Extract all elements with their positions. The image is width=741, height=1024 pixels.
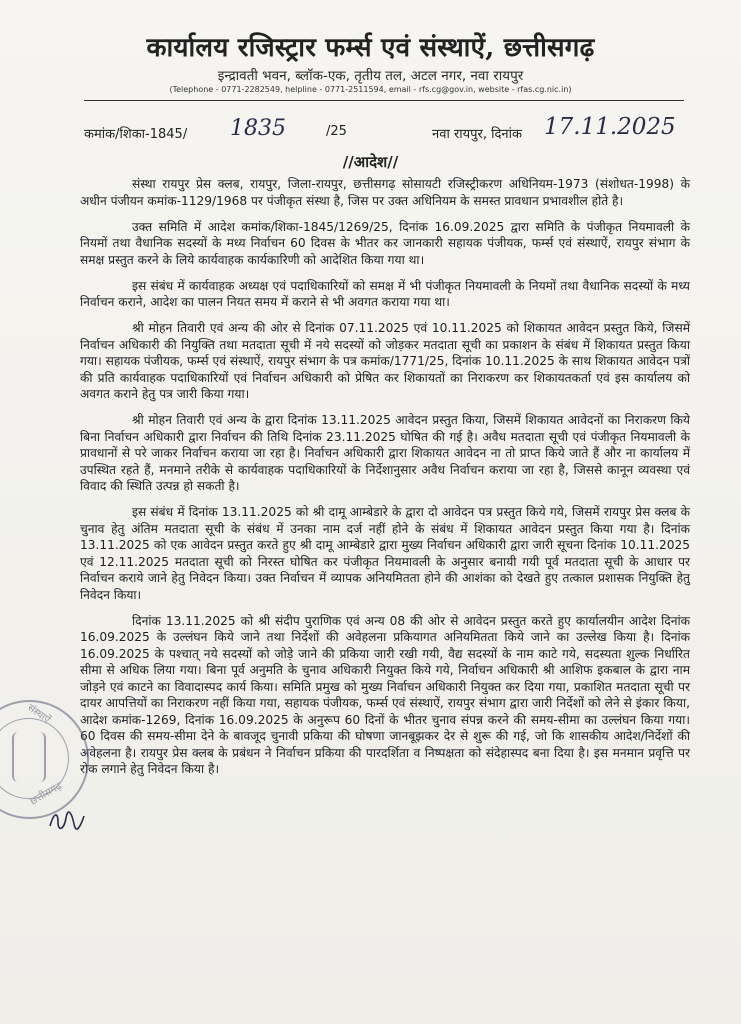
reference-row	[84, 114, 694, 148]
emblem-icon	[12, 732, 46, 782]
reference-year: /25	[326, 124, 347, 139]
place-date-label: नवा रायपुर, दिनांक	[432, 127, 522, 142]
header-divider	[84, 100, 684, 101]
reference-number-handwritten: 1835	[230, 116, 286, 141]
paragraph: श्री मोहन तिवारी एवं अन्य की ओर से दिनांक 07.11.2025 एवं 10.11.2025 को शिकायत आवेदन प्रस्तुत किये, जिसमें निर्वाचन अधिकारी की नियुक्ति तथा मतदाता सूची में नये सदस्यों को जोड़कर मतदाता सूची का प्रकाशन के संबंध में शिकायत प्रस्तुत किया गया। सहायक पंजीयक, फर्म्स एवं संस्थाऐं, रायपुर संभाग के पत्र कमांक/1771/25, दिनांक 10.11.2025 के साथ शिकायत आवेदन पत्रों की प्रति कार्यवाहक पदाधिकारियों एवं निर्वाचन अधिकारी को प्रेषित कर शिकायतों का निराकरण कर शिकायतकर्ता एवं इस कार्यालय को अवगत कराने हेतु पत्र जारी किया गया।	[80, 321, 690, 401]
reference-label: कमांक/शिका-1845/	[84, 127, 188, 142]
paragraph: इस संबंध में कार्यवाहक अध्यक्ष एवं पदाधिकारियों को समक्ष में भी पंजीकृत नियमावली के नियमों तथा वैधानिक सदस्यों के मध्य निर्वाचन कराने, आदेश का पालन नियत समय में कराने से भी अवगत कराया गया था।	[80, 278, 690, 309]
seal-text-top: संस्थाऐं	[25, 702, 53, 726]
office-title: कार्यालय रजिस्ट्रार फर्म्स एवं संस्थाऐं, छत्तीसगढ़	[146, 33, 595, 63]
paragraph: श्री मोहन तिवारी एवं अन्य के द्वारा दिनांक 13.11.2025 आवेदन प्रस्तुत किया, जिसमें शिकायत आवेदनों का निराकरण किये बिना निर्वाचन अधिकारी द्वारा निर्वाचन की तिथि दिनांक 23.11.2025 घोषित की गई है। अवैध मतदाता सूची एवं पंजीकृत नियमावली के प्रावधानों से परे जाकर निर्वाचन कराया जा रहा है। निर्वाचन अधिकारी द्वारा शिकायत आवेदन ना तो प्राप्त किये जाते हैं और ना कार्यालय में उपस्थित रहते हैं, मनमाने तरीके से कार्यवाहक पदाधिकारियों के निर्देशानुसार अवैध निर्वाचन कराया जा रहा है, जिससे कानून व्यवस्था एवं विवाद की स्थिति उत्पन्न हो सकती है।	[80, 413, 690, 493]
handwritten-initials	[48, 808, 86, 832]
paragraph: संस्था रायपुर प्रेस क्लब, रायपुर, जिला-रायपुर, छत्तीसगढ़ सोसायटी रजिस्ट्रीकरण अधिनियम-1973 (संशोधत-1998) के अधीन पंजीयन कमांक-1129/1968 पर पंजीकृत संस्था है, जिस पर उक्त अधिनियम के समस्त प्रावधान प्रभावशील होते है।	[80, 177, 690, 208]
seal-text-bottom: छत्तीसगढ़	[28, 780, 64, 808]
office-contact: (Telephone - 0771-2282549, helpline - 0771-2511594, email - rfs.cg@gov.in, website - rfas.cg.nic.in)	[169, 85, 572, 94]
paragraph: दिनांक 13.11.2025 को श्री संदीप पुराणिक एवं अन्य 08 की ओर से आवेदन प्रस्तुत करते हुए कार्यालयीन आदेश दिनांक 16.09.2025 के उल्लंघन किये जाने तथा निर्देशों की अवेहलना प्रकियागत अनियमितता किये जाने का उल्लेख किया है। दिनांक 16.09.2025 के पश्चात् नये सदस्यों को जोड़े जाने की प्रकिया जारी रखी गयी, वैद्य सदस्यों के नाम काटे गये, सदस्यता शुल्क निर्धारित सीमा से अधिक लिया गया। बिना पूर्व अनुमति के चुनाव अधिकारी नियुक्त किये गये, निर्वाचन अधिकारी श्री आशिफ इकबाल के द्वारा नाम जोड़ने एवं काटने का विवादास्पद कार्य किया। समिति प्रमुख को मुख्य निर्वाचन अधिकारी नियुक्त कर दिया गया, प्रकाशित मतदाता सूची पर दायर आपत्तियों का निराकरण नहीं किया गया, सहायक पंजीयक, फर्म्स एवं संस्थाऐं, रायपुर संभाग द्वारा जारी निर्देशों को लेने से इंकार किया, आदेश कमांक-1269, दिनांक 16.09.2025 के अनुरूप 60 दिनों के भीतर चुनाव संपन्न करने की समय-सीमा का उल्लंघन किया गया। 60 दिवस की समय-सीमा देने के बावजूद चुनावी प्रकिया की घोषणा जानबूझकर देर से शुरू की गई, जो कि शासकीय आदेश/निर्देशों की अवेहलना है। रायपुर प्रेस क्लब के प्रबंधन ने निर्वाचन प्रकिया की पारदर्शिता व निष्पक्षता को संदेहास्पद बना दिया है। इस मनमान प्रवृत्ति पर रोक लगाने हेतु निवेदन किया है।	[80, 613, 690, 776]
paragraph: उक्त समिति में आदेश कमांक/शिका-1845/1269/25, दिनांक 16.09.2025 द्वारा समिति के पंजीकृत नियमावली के नियमों तथा वैधानिक सदस्यों के मध्य निर्वाचन 60 दिवस के भीतर कर जानकारी सहायक पंजीयक, फर्म्स एवं संस्थाऐं, रायपुर संभाग के समक्ष प्रस्तुत करने के लिये कार्यवाहक कार्यकारिणी को आदेशित किया गया था।	[80, 219, 690, 267]
order-heading: //आदेश//	[342, 153, 399, 171]
date-handwritten: 17.11.2025	[544, 114, 676, 140]
order-body	[80, 176, 690, 787]
paragraph: इस संबंध में दिनांक 13.11.2025 को श्री दामू आम्बेडारे के द्वारा दो आवेदन पत्र प्रस्तुत किये गये, जिसमें रायपुर प्रेस क्लब के चुनाव हेतु अंतिम मतदाता सूची के संबंध में उनका नाम दर्ज नहीं होने के संबंध में शिकायत आवेदन प्रस्तुत किया गया है। दिनांक 13.11.2025 को एक आवेदन प्रस्तुत करते हुए श्री दामू आम्बेडारे द्वारा मुख्य निर्वाचन अधिकारी द्वारा जारी सूचना दिनांक 10.11.2025 एवं 12.11.2025 मतदाता सूची को निरस्त घोषित कर पंजीकृत नियमावली के अनुसार बनायी गयी पूर्व मतदाता सूची के आधार पर निर्वाचन कराये जाने हेतु निवेदन किया। उक्त निर्वाचन में व्यापक अनियमितता होने की आशंका को देखते हुए तत्काल प्रशासक नियुक्ति हेतु निवेदन किया।	[80, 505, 690, 602]
office-address: इन्द्रावती भवन, ब्लॉक-एक, तृतीय तल, अटल नगर, नवा रायपुर	[217, 68, 524, 84]
office-seal-stamp	[0, 700, 89, 819]
